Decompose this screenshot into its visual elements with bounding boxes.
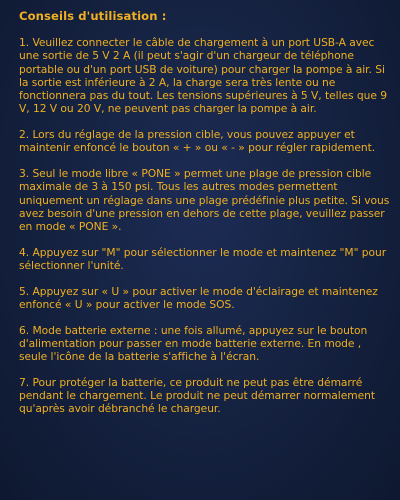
instruction-5: 5. Appuyez sur « U » pour activer le mode d'éclairage et maintenez enfoncé « U » pour activer le mode SOS. xyxy=(19,284,378,311)
section-title: Conseils d'utilisation : xyxy=(19,9,167,23)
instruction-4: 4. Appuyez sur "M" pour sélectionner le mode et maintenez "M" pour sélectionner l'unité. xyxy=(19,245,387,273)
instruction-6: 6. Mode batterie externe : une fois allumé, appuyez sur le bouton d'alimentation pour passer en mode batterie externe. En mode , seule l'icône de la batterie s'affiche à l'écran. xyxy=(19,323,368,364)
instruction-7: 7. Pour protéger la batterie, ce produit ne peut pas être démarré pendant le chargement. Le produit ne peut démarrer normalement qu'après avoir débranché le chargeur. xyxy=(19,375,376,416)
instruction-1: 1. Veuillez connecter le câble de chargement à un port USB-A avec une sortie de 5 V 2 A (il peut s'agir d'un chargeur de téléphone portable ou d'un port USB de voiture) pour charger la pompe à air. Si la sortie est inférieure à 2 A, la charge sera très lente ou ne fonctionnera pas du tout. Les tensions supérieures à 5 V, telles que 9 V, 12 V ou 20 V, ne peuvent pas charger la pompe à air. xyxy=(19,36,387,116)
instruction-2: 2. Lors du réglage de la pression cible, vous pouvez appuyer et maintenir enfoncé le bouton « + » ou « - » pour régler rapidement. xyxy=(19,128,376,155)
instruction-3: 3. Seul le mode libre « PONE » permet une plage de pression cible maximale de 3 à 150 psi. Tous les autres modes permettent uniquement un réglage dans une plage prédéfinie plus petite. Si vous avez besoin d'une pression en dehors de cette plage, veuillez passer en mode « PONE ». xyxy=(19,166,390,234)
